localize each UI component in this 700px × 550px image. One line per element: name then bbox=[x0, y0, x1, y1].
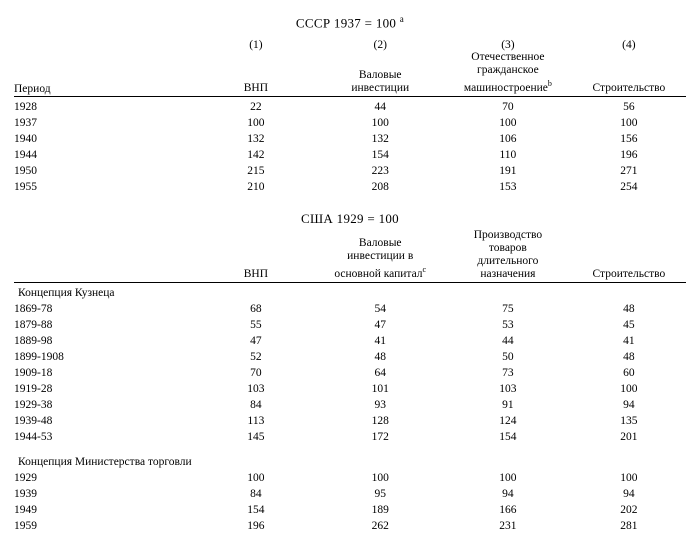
row-value: 50 bbox=[502, 351, 514, 364]
row-label: 1899-1908 bbox=[14, 351, 64, 364]
group-spacer bbox=[14, 443, 686, 452]
row-value: 172 bbox=[371, 431, 389, 444]
row-value: 166 bbox=[499, 504, 517, 517]
row-value: 44 bbox=[374, 101, 386, 114]
row-value: 70 bbox=[502, 101, 514, 114]
row-value: 153 bbox=[499, 181, 517, 194]
row-value: 154 bbox=[499, 431, 517, 444]
table-row bbox=[14, 299, 686, 315]
row-value: 113 bbox=[247, 415, 265, 428]
row-label: 1929-38 bbox=[14, 399, 53, 412]
row-value: 101 bbox=[371, 383, 389, 396]
section-title-ussr-footnote: a bbox=[399, 14, 405, 24]
row-value: 223 bbox=[371, 165, 389, 178]
row-label: 1937 bbox=[14, 117, 37, 130]
column-number-row bbox=[14, 33, 686, 51]
header-period: Период bbox=[14, 83, 51, 96]
row-value: 132 bbox=[371, 133, 389, 146]
row-label: 1929 bbox=[14, 472, 37, 485]
row-value: 48 bbox=[374, 351, 386, 364]
row-value: 202 bbox=[620, 504, 638, 517]
row-value: 110 bbox=[499, 149, 517, 162]
row-value: 100 bbox=[371, 472, 389, 485]
row-value: 100 bbox=[247, 117, 265, 130]
table-row bbox=[14, 468, 686, 484]
section-title-usa-text: США 1929 = 100 bbox=[301, 211, 399, 227]
row-value: 210 bbox=[247, 181, 265, 194]
row-value: 262 bbox=[371, 520, 389, 533]
row-value: 196 bbox=[247, 520, 265, 533]
row-label: 1959 bbox=[14, 520, 37, 533]
table-row bbox=[14, 129, 686, 145]
row-value: 47 bbox=[374, 319, 386, 332]
group-blank bbox=[444, 452, 572, 468]
row-value: 91 bbox=[502, 399, 514, 412]
header-domestic-machinery-line3: машиностроение bbox=[463, 82, 548, 95]
table-row bbox=[14, 395, 686, 411]
header-gnp: ВНП bbox=[243, 82, 269, 95]
table-row bbox=[14, 363, 686, 379]
row-label: 1889-98 bbox=[14, 335, 53, 348]
table-row bbox=[14, 161, 686, 177]
row-value: 64 bbox=[374, 367, 386, 380]
section-title-ussr bbox=[14, 14, 686, 31]
row-value: 53 bbox=[502, 319, 514, 332]
row-value: 54 bbox=[374, 303, 386, 316]
row-value: 100 bbox=[620, 117, 638, 130]
row-value: 56 bbox=[623, 101, 635, 114]
header-gross-investment-line1: Валовые bbox=[358, 69, 402, 82]
row-label: 1940 bbox=[14, 133, 37, 146]
row-value: 95 bbox=[374, 488, 386, 501]
table-row bbox=[14, 315, 686, 331]
row-value: 154 bbox=[371, 149, 389, 162]
table-ussr bbox=[14, 33, 686, 193]
table-row bbox=[14, 145, 686, 161]
row-value: 45 bbox=[623, 319, 635, 332]
row-value: 281 bbox=[620, 520, 638, 533]
row-label: 1919-28 bbox=[14, 383, 53, 396]
header-gnp-usa: ВНП bbox=[243, 268, 269, 281]
group-blank bbox=[572, 452, 686, 468]
header-gross-fixed-investment-line1: Валовые bbox=[358, 237, 402, 250]
colnum-4: (4) bbox=[622, 39, 636, 52]
header-durable-goods bbox=[444, 229, 572, 281]
header-construction-usa: Строительство bbox=[592, 268, 666, 281]
group-header-row bbox=[14, 283, 686, 300]
row-value: 100 bbox=[620, 383, 638, 396]
group-blank bbox=[316, 452, 444, 468]
row-value: 84 bbox=[250, 399, 262, 412]
row-label: 1939-48 bbox=[14, 415, 53, 428]
row-value: 52 bbox=[250, 351, 262, 364]
colnum-1: (1) bbox=[249, 39, 263, 52]
table-row bbox=[14, 500, 686, 516]
row-label: 1928 bbox=[14, 101, 37, 114]
header-construction: Строительство bbox=[592, 82, 666, 95]
row-value: 70 bbox=[250, 367, 262, 380]
header-gross-fixed-investment-line2: инвестиции в bbox=[347, 250, 414, 263]
header-gross-investment bbox=[316, 51, 444, 95]
row-value: 271 bbox=[620, 165, 638, 178]
section-title-usa bbox=[14, 211, 686, 227]
row-label: 1879-88 bbox=[14, 319, 53, 332]
row-value: 208 bbox=[371, 181, 389, 194]
group-blank bbox=[316, 283, 444, 300]
colnum-2: (2) bbox=[373, 39, 387, 52]
row-label: 1869-78 bbox=[14, 303, 53, 316]
table-row bbox=[14, 347, 686, 363]
header-gross-investment-line2: инвестиции bbox=[351, 82, 410, 95]
header-row-ussr bbox=[14, 51, 686, 95]
row-value: 44 bbox=[502, 335, 514, 348]
row-value: 48 bbox=[623, 351, 635, 364]
row-value: 94 bbox=[623, 399, 635, 412]
row-label: 1949 bbox=[14, 504, 37, 517]
row-label: 1909-18 bbox=[14, 367, 53, 380]
row-value: 41 bbox=[623, 335, 635, 348]
header-durable-goods-line2: товаров bbox=[488, 242, 527, 255]
table-row bbox=[14, 113, 686, 129]
group-header-row bbox=[14, 452, 686, 468]
header-row-usa bbox=[14, 229, 686, 281]
table-row bbox=[14, 97, 686, 113]
row-value: 106 bbox=[499, 133, 517, 146]
group-blank bbox=[195, 452, 316, 468]
row-value: 142 bbox=[247, 149, 265, 162]
row-value: 128 bbox=[371, 415, 389, 428]
row-value: 75 bbox=[502, 303, 514, 316]
row-value: 100 bbox=[371, 117, 389, 130]
row-value: 189 bbox=[371, 504, 389, 517]
colnum-3: (3) bbox=[501, 39, 515, 52]
table-row bbox=[14, 427, 686, 443]
header-domestic-machinery-footnote: b bbox=[547, 79, 552, 89]
table-row bbox=[14, 379, 686, 395]
colnum-blank bbox=[14, 33, 195, 51]
header-durable-goods-line3: длительного bbox=[477, 255, 539, 268]
row-value: 124 bbox=[499, 415, 517, 428]
row-value: 103 bbox=[247, 383, 265, 396]
header-blank-usa bbox=[14, 229, 195, 281]
row-label: 1950 bbox=[14, 165, 37, 178]
row-value: 100 bbox=[620, 472, 638, 485]
group-blank bbox=[444, 283, 572, 300]
row-value: 254 bbox=[620, 181, 638, 194]
row-value: 68 bbox=[250, 303, 262, 316]
row-value: 41 bbox=[374, 335, 386, 348]
table-usa bbox=[14, 229, 686, 532]
header-gross-fixed-investment bbox=[316, 229, 444, 281]
row-value: 154 bbox=[247, 504, 265, 517]
row-value: 156 bbox=[620, 133, 638, 146]
row-label: 1944-53 bbox=[14, 431, 53, 444]
row-label: 1939 bbox=[14, 488, 37, 501]
table-row bbox=[14, 411, 686, 427]
row-value: 47 bbox=[250, 335, 262, 348]
table-row bbox=[14, 484, 686, 500]
group-blank bbox=[195, 283, 316, 300]
row-value: 145 bbox=[247, 431, 265, 444]
row-value: 55 bbox=[250, 319, 262, 332]
header-domestic-machinery bbox=[444, 51, 572, 95]
row-value: 94 bbox=[502, 488, 514, 501]
row-label: 1944 bbox=[14, 149, 37, 162]
row-value: 93 bbox=[374, 399, 386, 412]
group-label-kuznets: Концепция Кузнеца bbox=[18, 287, 115, 300]
row-value: 135 bbox=[620, 415, 638, 428]
section-gap bbox=[14, 193, 686, 207]
section-title-ussr-text: СССР 1937 = 100 bbox=[295, 15, 400, 31]
row-value: 215 bbox=[247, 165, 265, 178]
row-value: 132 bbox=[247, 133, 265, 146]
header-durable-goods-line4: назначения bbox=[480, 268, 536, 281]
row-value: 48 bbox=[623, 303, 635, 316]
row-value: 196 bbox=[620, 149, 638, 162]
row-value: 100 bbox=[499, 472, 517, 485]
header-gross-fixed-investment-footnote: c bbox=[422, 265, 427, 275]
header-gross-fixed-investment-line3: основной капитал bbox=[334, 268, 423, 281]
row-value: 73 bbox=[502, 367, 514, 380]
table-row bbox=[14, 177, 686, 193]
row-label: 1955 bbox=[14, 181, 37, 194]
row-value: 191 bbox=[499, 165, 517, 178]
row-value: 22 bbox=[250, 101, 262, 114]
row-value: 100 bbox=[499, 117, 517, 130]
table-row bbox=[14, 331, 686, 347]
header-durable-goods-line1: Производство bbox=[473, 229, 543, 242]
group-label-commerce: Концепция Министерства торговли bbox=[18, 456, 192, 469]
header-domestic-machinery-line1: Отечественное bbox=[471, 51, 545, 64]
row-value: 103 bbox=[499, 383, 517, 396]
row-value: 100 bbox=[247, 472, 265, 485]
row-value: 60 bbox=[623, 367, 635, 380]
row-value: 201 bbox=[620, 431, 638, 444]
group-blank bbox=[572, 283, 686, 300]
table-row bbox=[14, 516, 686, 532]
header-domestic-machinery-line2: гражданское bbox=[477, 64, 539, 77]
row-value: 84 bbox=[250, 488, 262, 501]
row-value: 231 bbox=[499, 520, 517, 533]
row-value: 94 bbox=[623, 488, 635, 501]
